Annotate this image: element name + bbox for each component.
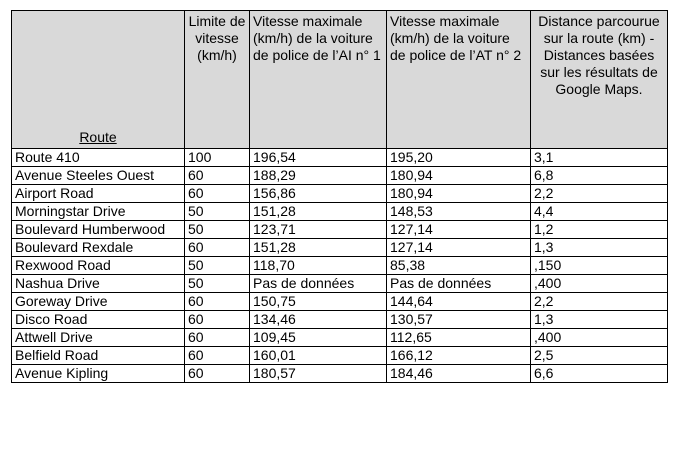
cell-at: 184,46 xyxy=(387,365,531,383)
cell-at: 127,14 xyxy=(387,239,531,257)
cell-ai: 180,57 xyxy=(250,365,387,383)
cell-ai: 196,54 xyxy=(250,149,387,167)
cell-limit: 50 xyxy=(185,275,250,293)
cell-distance: 2,2 xyxy=(531,293,668,311)
cell-distance: 6,6 xyxy=(531,365,668,383)
cell-limit: 50 xyxy=(185,257,250,275)
cell-route: Boulevard Rexdale xyxy=(12,239,185,257)
cell-distance: 2,5 xyxy=(531,347,668,365)
table-row xyxy=(12,185,668,203)
cell-distance: 1,3 xyxy=(531,239,668,257)
header-route: Route xyxy=(12,11,185,149)
cell-limit: 60 xyxy=(185,329,250,347)
cell-ai: 188,29 xyxy=(250,167,387,185)
header-at-speed: Vitesse maximale (km/h) de la voiture de police de l’AT n° 2 xyxy=(387,11,531,149)
cell-route: Belfield Road xyxy=(12,347,185,365)
header-row xyxy=(12,11,668,149)
cell-ai: 151,28 xyxy=(250,203,387,221)
cell-distance: ,400 xyxy=(531,329,668,347)
cell-limit: 100 xyxy=(185,149,250,167)
cell-distance: 4,4 xyxy=(531,203,668,221)
cell-distance: ,150 xyxy=(531,257,668,275)
cell-distance: 6,8 xyxy=(531,167,668,185)
table-row xyxy=(12,239,668,257)
cell-ai: 160,01 xyxy=(250,347,387,365)
cell-route: Airport Road xyxy=(12,185,185,203)
cell-route: Boulevard Humberwood xyxy=(12,221,185,239)
table-row xyxy=(12,167,668,185)
cell-limit: 60 xyxy=(185,365,250,383)
cell-distance: 2,2 xyxy=(531,185,668,203)
table-row xyxy=(12,293,668,311)
cell-at: 148,53 xyxy=(387,203,531,221)
cell-route: Avenue Steeles Ouest xyxy=(12,167,185,185)
cell-ai: 109,45 xyxy=(250,329,387,347)
cell-distance: ,400 xyxy=(531,275,668,293)
cell-limit: 60 xyxy=(185,293,250,311)
cell-route: Rexwood Road xyxy=(12,257,185,275)
cell-at: 180,94 xyxy=(387,185,531,203)
cell-at: 180,94 xyxy=(387,167,531,185)
cell-at: 130,57 xyxy=(387,311,531,329)
table-row xyxy=(12,221,668,239)
cell-limit: 60 xyxy=(185,347,250,365)
cell-ai: 123,71 xyxy=(250,221,387,239)
cell-route: Attwell Drive xyxy=(12,329,185,347)
cell-limit: 60 xyxy=(185,311,250,329)
cell-ai: 118,70 xyxy=(250,257,387,275)
cell-at: 85,38 xyxy=(387,257,531,275)
cell-at: 127,14 xyxy=(387,221,531,239)
cell-route: Morningstar Drive xyxy=(12,203,185,221)
table-row xyxy=(12,329,668,347)
cell-at: 166,12 xyxy=(387,347,531,365)
cell-limit: 60 xyxy=(185,185,250,203)
cell-distance: 1,2 xyxy=(531,221,668,239)
cell-limit: 50 xyxy=(185,221,250,239)
cell-ai: 156,86 xyxy=(250,185,387,203)
cell-route: Avenue Kipling xyxy=(12,365,185,383)
speed-table xyxy=(11,10,668,383)
cell-limit: 50 xyxy=(185,203,250,221)
table-row xyxy=(12,257,668,275)
cell-ai: 151,28 xyxy=(250,239,387,257)
cell-route: Disco Road xyxy=(12,311,185,329)
cell-at: 195,20 xyxy=(387,149,531,167)
header-distance: Distance parcourue sur la route (km) - Distances basées sur les résultats de Google Maps. xyxy=(531,11,668,149)
cell-route: Route 410 xyxy=(12,149,185,167)
cell-route: Nashua Drive xyxy=(12,275,185,293)
cell-limit: 60 xyxy=(185,167,250,185)
table-row xyxy=(12,149,668,167)
cell-ai: 134,46 xyxy=(250,311,387,329)
cell-at: 144,64 xyxy=(387,293,531,311)
table-row xyxy=(12,365,668,383)
table-row xyxy=(12,275,668,293)
header-ai-speed: Vitesse maximale (km/h) de la voiture de police de l’AI n° 1 xyxy=(250,11,387,149)
table-row xyxy=(12,347,668,365)
cell-at: 112,65 xyxy=(387,329,531,347)
cell-distance: 3,1 xyxy=(531,149,668,167)
cell-ai: 150,75 xyxy=(250,293,387,311)
cell-route: Goreway Drive xyxy=(12,293,185,311)
cell-at: Pas de données xyxy=(387,275,531,293)
table-row xyxy=(12,203,668,221)
cell-ai: Pas de données xyxy=(250,275,387,293)
table-row xyxy=(12,311,668,329)
cell-distance: 1,3 xyxy=(531,311,668,329)
cell-limit: 60 xyxy=(185,239,250,257)
header-limit: Limite de vitesse (km/h) xyxy=(185,11,250,149)
